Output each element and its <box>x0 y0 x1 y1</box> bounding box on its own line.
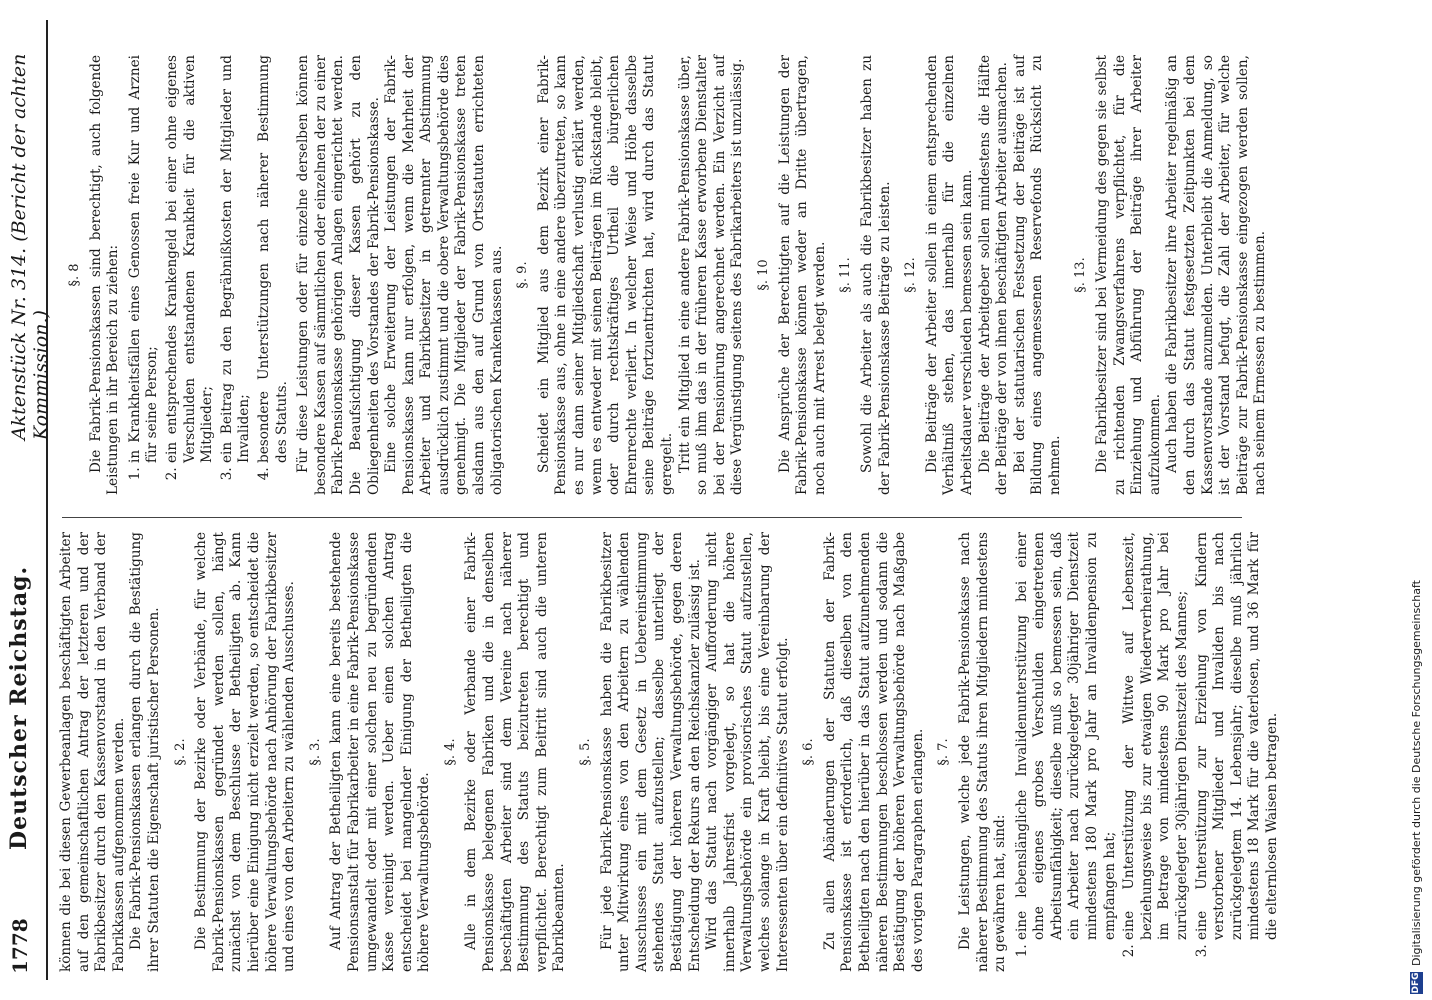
dfg-logo-icon: DFG <box>1411 972 1421 994</box>
list-item: 1. eine lebenslängliche Invalidenunterstützung bei einer ohne eigenes grobes Verschulden eingetretenen Arbeitsunfähigkeit; dieselbe muß so bemessen sein, daß ein Arbeiter nach zurückgelegter 30jähriger Dienstzeit mindestens 180 Mark pro Jahr an Invalidenpension zu empfangen hat; <box>1014 532 1120 940</box>
section-heading: §. 4. <box>442 738 458 766</box>
paragraph: Auf Antrag der Betheiligten kann eine bereits bestehende Pensionsanstalt für Fabrikarbeiter in eine Fabrik-Pensionskasse umgewandelt oder mit einer solchen neu zu begründenden Kasse vereinigt werden. Ueber einen solchen Antrag entscheidet bei mangelnder Einigung der Betheiligten die höhere Verwaltungsbehörde. <box>328 532 433 972</box>
paragraph: Die Leistungen, welche jede Fabrik-Pensionskasse nach näherer Bestimmung des Statuts ihren Mitgliedern mindestens zu gewähren hat, sind: <box>956 532 1009 972</box>
paragraph: Die Beiträge der Arbeiter sollen in einem entsprechenden Verhältniß stehen, das innerhalb für die einzelnen Arbeitsdauer verschieden bemessen sein kann. <box>923 55 975 495</box>
paragraph: Die Beiträge der Arbeitgeber sollen mindestens die Hälfte der Beiträge der von ihnen beschäftigten Arbeiter ausmachen. <box>976 55 1011 495</box>
paragraph: Die Fabrikbesitzer sind bei Vermeidung des gegen sie selbst zu richtenden Zwangsverfahrens verpflichtet, für die Einziehung und Abführung der Beiträge ihrer Arbeiter aufzukommen. <box>1094 55 1163 495</box>
list-item: 2. ein entsprechendes Krankengeld bei einer ohne eigenes Verschulden entstandenen Krankheit für die aktiven Mitglieder; <box>164 55 217 463</box>
paragraph: Bei der statutarischen Festsetzung der Beiträge ist auf Bildung eines angemessenen Reservefonds Rücksicht zu nehmen. <box>1011 55 1063 495</box>
section-heading: §. 3. <box>307 738 323 766</box>
section-heading: §. 12. <box>903 257 919 293</box>
footer-credit: Digitalisierung gefördert durch die Deutsche Forschungsgemeinschaft <box>1410 580 1423 966</box>
paragraph: Auch haben die Fabrikbesitzer ihre Arbeiter regelmäßig an den durch das Statut festgesetzten Zeitpunkten bei dem Kassenvorstande anzumelden. Unterbleibt die Anmeldung, so ist der Vorstand befugt, die Zahl der Arbeiter, für welche Beiträge zur Fabrik-Pensionskasse eingezogen werden sollen, nach seinem Ermessen zu bestimmen. <box>1164 55 1269 495</box>
list-item: 4. besondere Unterstützungen nach näherer Bestimmung des Statuts. <box>256 55 291 463</box>
paragraph: Die Fabrik-Pensionskassen sind berechtigt, auch folgende Leistungen in ihr Bereich zu ziehen: <box>87 55 122 495</box>
list-item: 3. ein Beitrag zu den Begräbnißkosten der Mitglieder und Invaliden; <box>219 55 254 463</box>
left-column <box>58 532 1286 972</box>
section-heading: §. 13. <box>1073 257 1089 293</box>
list-item: 3. eine Unterstützung zur Erziehung von Kindern verstorbener Mitglieder und Invaliden bis nach zurückgelegtem 14. Lebensjahr; dieselbe muß jährlich mindestens 18 Mark für die vaterlosen, und 36 Mark für die elternlosen Waisen betragen. <box>1194 532 1282 940</box>
paragraph: Sowohl die Arbeiter als auch die Fabrikbesitzer haben zu der Fabrik-Pensionskasse Beiträge zu leisten. <box>858 55 893 495</box>
section-heading: §. 6. <box>801 738 817 766</box>
header-subtitle: Aktenstück Nr. 314. (Bericht der achten Kommission.) <box>8 53 52 440</box>
paragraph: Die Fabrik-Pensionskassen erlangen durch die Bestätigung ihrer Statuten die Eigenschaft juristischer Personen. <box>128 532 162 972</box>
paragraph: Für jede Fabrik-Pensionskasse haben die Fabrikbesitzer unter Mitwirkung eines von den Arbeitern zu wählenden Ausschusses ein mit dem Gesetz in Uebereinstimmung stehendes Statut aufzustellen; dasselbe unterliegt der Bestätigung der höheren Verwaltungsbehörde, gegen deren Entscheidung der Rekurs an den Reichskanzler zulässig ist. <box>598 532 703 972</box>
paragraph: Eine solche Erweiterung der Leistungen der Fabrik-Pensionskasse kann nur erfolgen, wenn die Mehrheit der Arbeiter und Fabrikbesitzer in getrennter Abstimmung ausdrücklich zustimmt und die obere Verwaltungsbehörde dies genehmigt. Die Mitglieder der Fabrik-Pensionskasse treten alsdann aus den auf Grund von Ortsstatuten errichteten obligatorischen Krankenkassen aus. <box>383 55 505 495</box>
paragraph: Die Ansprüche der Berechtigten auf die Leistungen der Fabrik-Pensionskasse können weder an Dritte übertragen, noch auch mit Arrest belegt werden. <box>776 55 828 495</box>
section-heading: §. 10 <box>755 259 771 291</box>
paragraph: Wird das Statut nach vorgängiger Aufforderung nicht innerhalb Jahresfrist vorgelegt, so hat die höhere Verwaltungsbehörde ein provisorisches Statut aufzustellen, welches solange in Kraft bleibt, bis eine Vereinbarung der Interessenten über ein definitives Statut erfolgt. <box>704 532 791 972</box>
section-heading: §. 7. <box>936 738 952 766</box>
paragraph: Für diese Leistungen oder für einzelne derselben können besondere Kassen auf sämmtlichen oder einzelnen der zu einer Fabrik-Pensionskasse gehörigen Anlagen eingerichtet werden. Die Beaufsichtigung dieser Kassen gehört zu den Obliegenheiten des Vorstandes der Fabrik-Pensionskasse. <box>295 55 382 495</box>
section-heading: §. 5. <box>578 738 594 766</box>
paragraph: Tritt ein Mitglied in eine andere Fabrik-Pensionskasse über, so muß ihm das in der früheren Kasse erworbene Dienstalter bei der Pensionirung angerechnet werden. Ein Verzicht auf diese Vergünstigung seitens des Fabrikarbeiters ist unzulässig. <box>676 55 746 495</box>
page-header <box>0 20 52 980</box>
header-title: Deutscher Reichstag. <box>6 565 32 850</box>
benefit-list <box>1014 532 1282 954</box>
paragraph: Die Bestimmung der Bezirke oder Verbände, für welche Fabrik-Pensionskassen gegründet werden sollen, hängt zunächst von dem Beschlusse der Betheiligten ab. Kann hierüber eine Einigung nicht erzielt werden, so entscheidet die höhere Verwaltungsbehörde nach Anhörung der Fabrikbesitzer und eines von den Arbeitern zu wählenden Ausschusses. <box>193 532 298 972</box>
section-heading: §. 9. <box>515 261 531 289</box>
list-item: 2. eine Unterstützung der Wittwe auf Lebenszeit, beziehungsweise bis zur etwaigen Wiederverheirathung, im Betrage von mindestens 90 Mark pro Jahr bei zurückgelegter 30jährigen Dienstzeit des Mannes; <box>1121 532 1191 940</box>
section-heading: §. 8 <box>67 263 82 287</box>
paragraph: können die bei diesen Gewerbeanlagen beschäftigten Arbeiter auf den gemeinschaftlichen Antrag der letzteren und der Fabrikbesitzer durch den Kassenvorstand in den Verband der Fabrikkassen aufgenommen werden. <box>58 532 127 972</box>
right-column <box>58 55 1270 495</box>
paragraph: Scheidet ein Mitglied aus dem Bezirk einer Fabrik-Pensionskasse aus, ohne in eine andere überzutreten, so kann es nur dann seiner Mitgliedschaft verlustig erklärt werden, wenn es entweder mit seinen Beiträgen im Rückstande bleibt, oder durch rechtskräftiges Urtheil die bürgerlichen Ehrenrechte verliert. In welcher Weise und Höhe dasselbe seine Beiträge fortzuentrichten hat, wird durch das Statut geregelt. <box>535 55 675 495</box>
list-item: 1. in Krankheitsfällen eines Genossen freie Kur und Arznei für seine Person; <box>127 55 162 463</box>
optional-benefit-list <box>127 55 291 477</box>
footer <box>1406 0 1428 1000</box>
page-number: 1778 <box>8 918 32 974</box>
column-divider <box>62 517 1242 518</box>
section-heading: §. 2. <box>172 738 188 766</box>
section-heading: §. 11. <box>838 257 854 293</box>
paragraph: Zu allen Abänderungen der Statuten der Fabrik-Pensionskasse ist erforderlich, daß dieselben von den Betheiligten nach den hierüber in das Statut aufzunehmenden näheren Bestimmungen beschlossen werden und sodann die Bestätigung der höheren Verwaltungsbehörde nach Maßgabe des vorigen Paragraphen erlangen. <box>821 532 926 972</box>
paragraph: Alle in dem Bezirke oder Verbande einer Fabrik-Pensionskasse belegenen Fabriken und die in denselben beschäftigten Arbeiter sind dem Vereine nach näherer Bestimmung des Statuts beizutreten berechtigt und verpflichtet. Berechtigt zum Beitritt sind auch die unteren Fabrikbeamten. <box>463 532 568 972</box>
